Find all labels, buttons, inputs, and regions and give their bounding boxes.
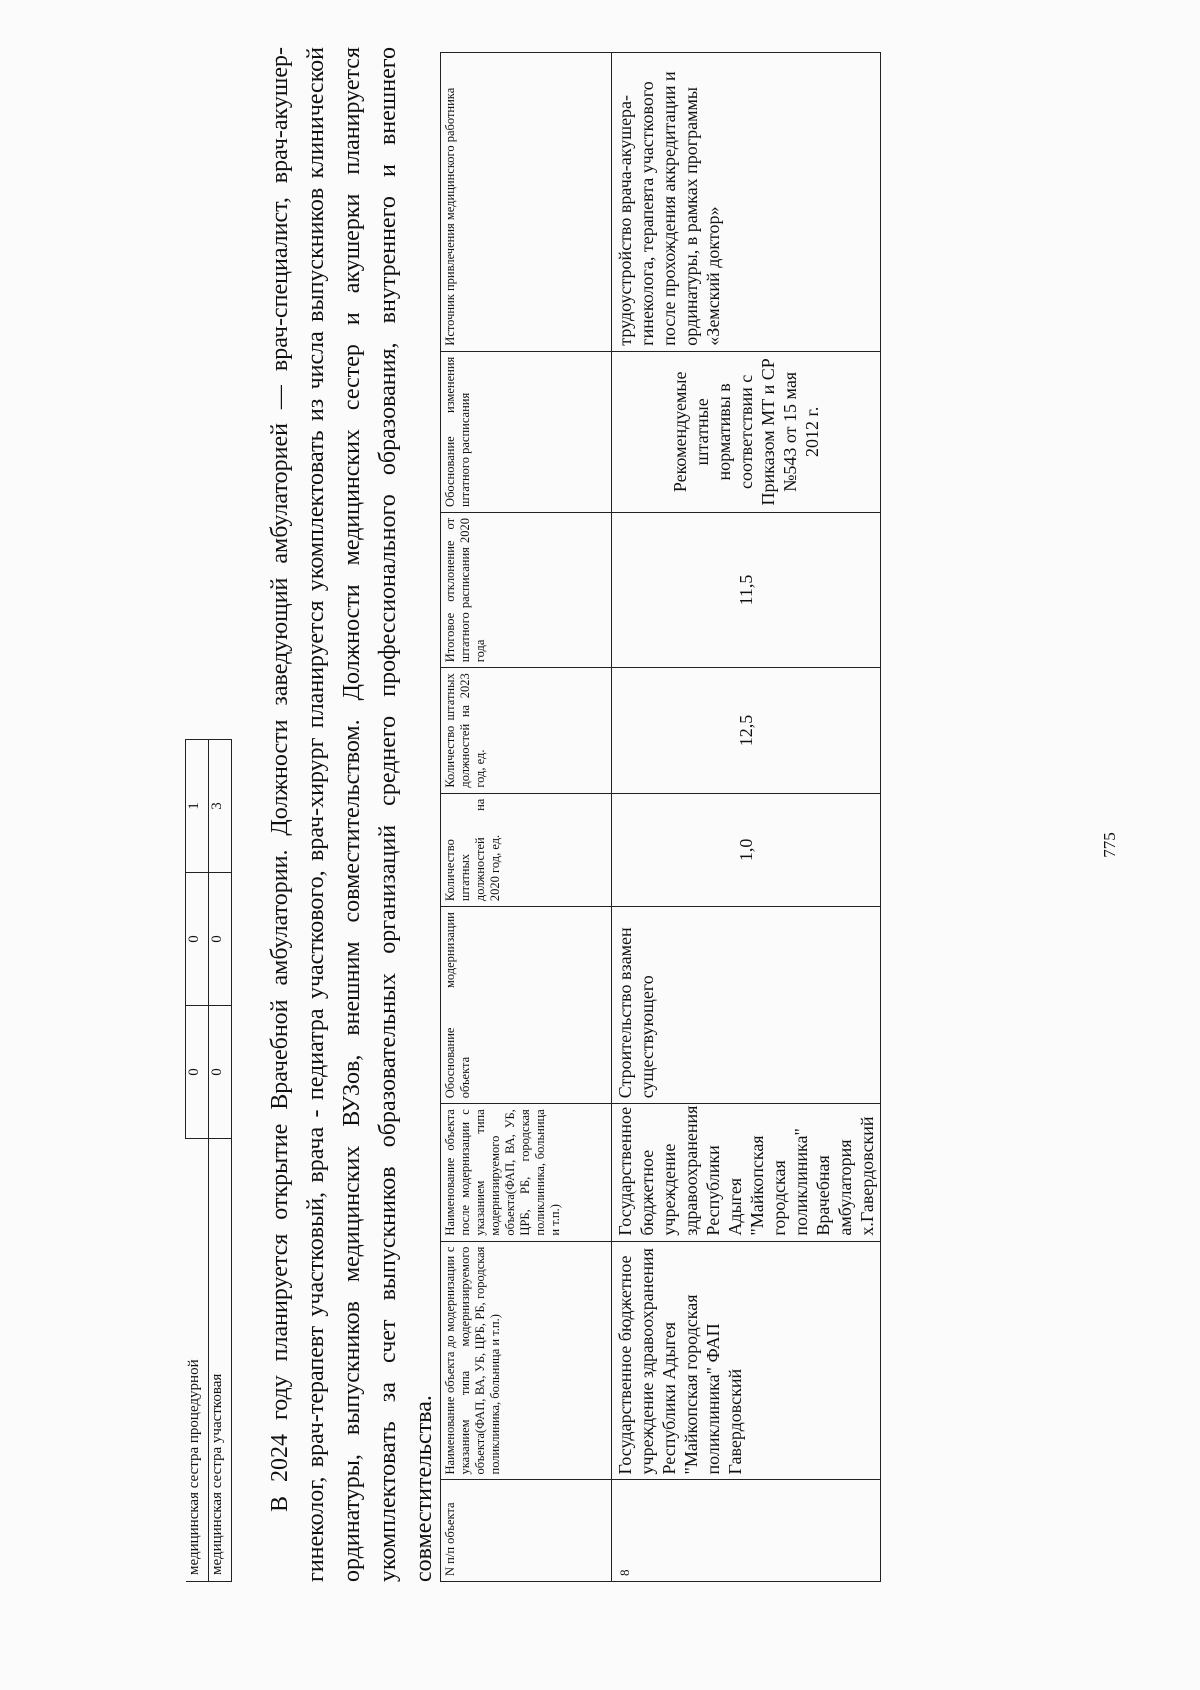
- object-after: Государственное бюджетное учреждение здравоохранения Республики Адыгея "Майкопская городская поликлиника" Врачебная амбулатория х.Гавердовский: [612, 1104, 881, 1241]
- column-header: Источник привлечения медицинского работника: [441, 53, 612, 352]
- cell-value: 1: [186, 740, 209, 873]
- cell-value: 0: [186, 873, 209, 1006]
- object-number: 8: [612, 1480, 881, 1582]
- column-header: Обоснование модернизации объекта: [441, 907, 612, 1104]
- cell-value: 3: [209, 740, 232, 873]
- column-header: Итоговое отклонение от штатного расписания 2020 года: [441, 512, 612, 667]
- staffing-justification: Рекомендуемые штатные нормативы в соответствии с Приказом МТ и СР №543 от 15 мая 2012 г.: [612, 351, 881, 512]
- header-row: [441, 53, 612, 1582]
- column-header: Наименование объекта после модернизации с указанием типа модернизируемого объекта(ФАП, ВА, УБ, ЦРБ, РБ, городская поликлиника, больница и т.п.): [441, 1104, 612, 1241]
- object-before: Государственное бюджетное учреждение здравоохранения Республики Адыгея "Майкопская городская поликлиника" ФАП Гавердовский: [612, 1241, 881, 1480]
- table-row: [209, 740, 232, 1582]
- position-name: медицинская сестра участковая: [209, 1139, 232, 1582]
- table-row: [612, 53, 881, 1582]
- body-paragraph: В 2024 году планируется открытие Врачебной амбулатории. Должности заведующий амбулаторией — врач-специалист, врач-акушер-гинеколог, врач-терапевт участковый, врача - педиатра участкового, врач-хирург планируется укомплектовать из числа выпускников клинической ординатуры, выпускников медицинских ВУЗов, внешним совместительством. Должности медицинских сестер и акушерки планируется укомплектовать за счет выпускников образовательных организаций среднего профессионального образования, внутреннего и внешнего совместительства.: [267, 47, 437, 1582]
- column-header: Количество штатных должностей на 2023 год, ед.: [441, 668, 612, 793]
- position-name: медицинская сестра процедурной: [186, 1139, 209, 1582]
- column-header: N п/п объекта: [441, 1480, 612, 1582]
- worker-source: трудоустройство врача-акушера-гинеколога, терапевта участкового после прохождения аккредитации и ординатуры, в рамках программы «Земский доктор»: [612, 53, 881, 352]
- modernization-reason: Строительство взамен существующего: [612, 907, 881, 1104]
- cell-value: 0: [209, 1006, 232, 1139]
- count-2020: 1,0: [612, 793, 881, 906]
- cell-value: 0: [186, 1006, 209, 1139]
- page-number: 775: [1100, 832, 1119, 858]
- column-header: Наименование объекта до модернизации с указанием типа модернизируемого объекта(ФАП, ВА, УБ, ЦРБ, РБ, городская поликлиника, больница и т.п.): [441, 1241, 612, 1480]
- staffing-fragment-table: [185, 739, 232, 1582]
- column-header: Обоснование изменения штатного расписания: [441, 351, 612, 512]
- column-header: Количество штатных должностей на 2020 год, ед.: [441, 793, 612, 906]
- table-row: [186, 740, 209, 1582]
- modernization-table: [440, 52, 881, 1582]
- deviation: 11,5: [612, 512, 881, 667]
- count-2023: 12,5: [612, 668, 881, 793]
- cell-value: 0: [209, 873, 232, 1006]
